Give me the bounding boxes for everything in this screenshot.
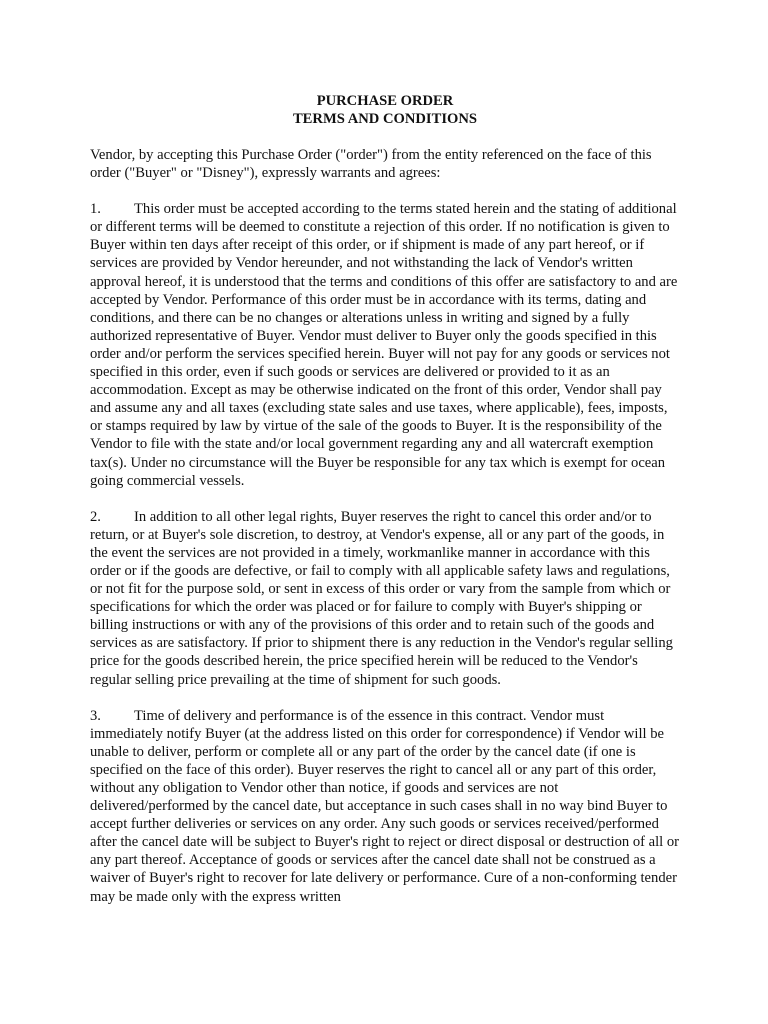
clause-text: This order must be accepted according to the terms stated herein and the stating of additional or different terms will be deemed to constitute a rejection of this order. If no notification is given to Buyer within ten days after receipt of this order, or if shipment is made of any part hereof, or if services are provided by Vendor hereunder, and not withstanding the lack of Vendor's written approval hereof, it is understood that the terms and conditions of this offer are satisfactory to and are accepted by Vendor. Performance of this order must be in accordance with its terms, dating and conditions, and there can be no changes or alterations unless in writing and signed by a fully authorized representative of Buyer. Vendor must deliver to Buyer only the goods specified in this order and/or perform the services specified herein. Buyer will not pay for any goods or services not specified in this order, even if such goods or services are delivered or provided to it as an accommodation. Except as may be otherwise indicated on the front of this order, Vendor shall pay and assume any and all taxes (excluding state sales and use taxes, where applicable), fees, imposts, or stamps required by law by virtue of the sale of the goods to Buyer. It is the responsibility of the Vendor to file with the state and/or local government regarding any and all watercraft exemption tax(s). Under no circumstance will the Buyer be responsible for any tax which is exempt for ocean going commercial vessels. bbox=[90, 201, 678, 489]
clause-text: Time of delivery and performance is of the essence in this contract. Vendor must immediately notify Buyer (at the address listed on this order for correspondence) if Vendor will be unable to deliver, perform or complete all or any part of the order by the cancel date (if one is specified on the face of this order). Buyer reserves the right to cancel all or any part of this order, without any obligation to Vendor other than notice, if goods and services are not delivered/performed by the cancel date, but acceptance in such cases shall in no way bind Buyer to accept further deliveries or services on any order. Any such goods or services received/performed after the cancel date will be subject to Buyer's right to reject or direct disposal or destruction of all or any part thereof. Acceptance of goods or services after the cancel date shall not be construed as a waiver of Buyer's right to recover for late delivery or performance. Cure of a non-conforming tender may be made only with the express written bbox=[90, 707, 680, 905]
document-title: PURCHASE ORDER bbox=[316, 93, 454, 109]
clause-3 bbox=[90, 707, 680, 906]
clause-number: 2. bbox=[90, 508, 101, 525]
document-subtitle: TERMS AND CONDITIONS bbox=[292, 111, 478, 127]
clause-1 bbox=[90, 200, 680, 490]
intro-paragraph: Vendor, by accepting this Purchase Order ("order") from the entity referenced on the face of this order ("Buyer" or "Disney"), expressly warrants and agrees: bbox=[90, 147, 652, 182]
clause-text: In addition to all other legal rights, Buyer reserves the right to cancel this order and/or to return, or at Buyer's sole discretion, to destroy, at Vendor's expense, all or any part of the goods, in the event the services are not provided in a timely, workmanlike manner in accordance with this order or if the goods are defective, or fail to comply with all applicable safety laws and regulations, or not fit for the purpose sold, or sent in excess of this order or vary from the sample from which or specifications for which the order was placed or for failure to comply with Buyer's shipping or billing instructions or with any of the provisions of this order and to retain such of the goods and services as are satisfactory. If prior to shipment there is any reduction in the Vendor's regular selling price for the goods described herein, the price specified herein will be reduced to the Vendor's regular selling price prevailing at the time of shipment for such goods. bbox=[90, 508, 673, 688]
clause-number: 1. bbox=[90, 201, 101, 218]
clause-number: 3. bbox=[90, 707, 101, 724]
clause-2 bbox=[90, 508, 680, 689]
document-page bbox=[90, 92, 680, 924]
document-title-block bbox=[90, 92, 680, 128]
